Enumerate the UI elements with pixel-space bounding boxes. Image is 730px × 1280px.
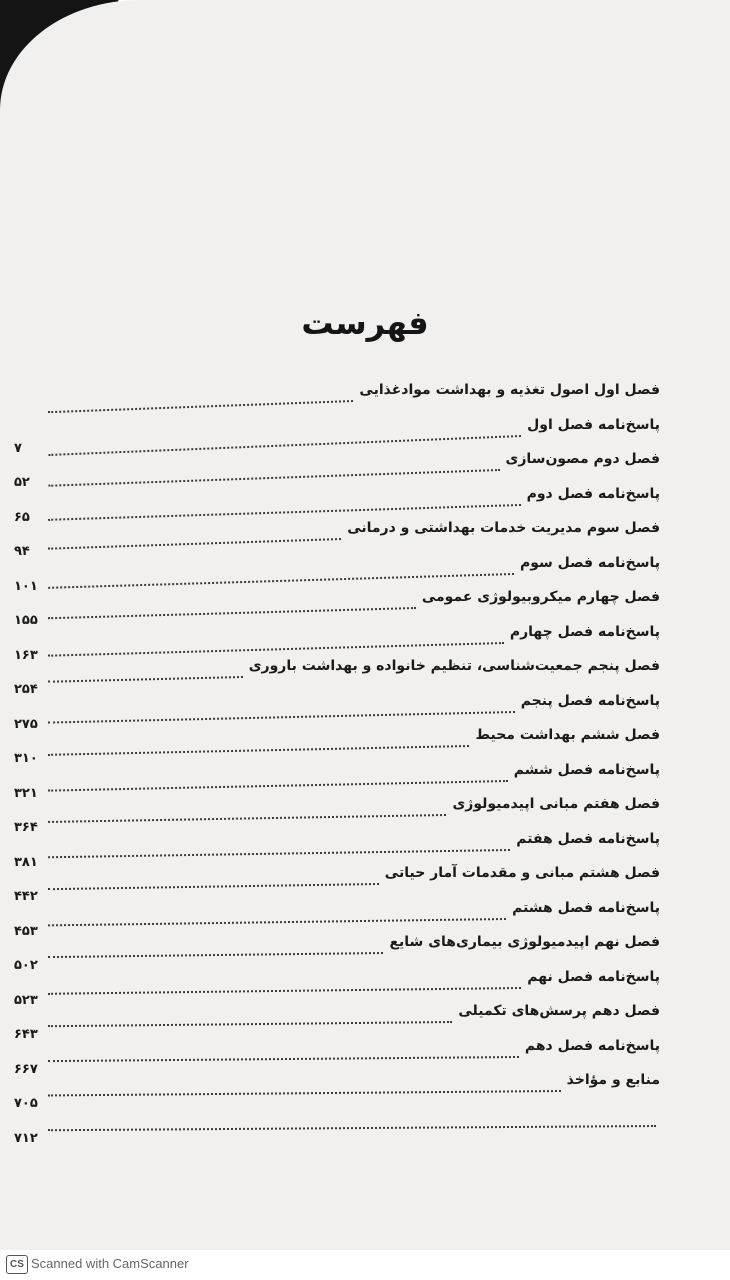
toc-entry bbox=[0, 965, 730, 1008]
toc-leader-dots bbox=[48, 1090, 561, 1096]
toc-entry-title: فصل ششم بهداشت محیط bbox=[475, 727, 660, 743]
toc-entry-title: فصل هفتم مبانی اپیدمیولوژی bbox=[452, 796, 660, 812]
toc-leader-dots bbox=[48, 1125, 656, 1131]
toc-entry-title: پاسخ‌نامه فصل دوم bbox=[526, 486, 660, 502]
toc-entry bbox=[0, 1068, 730, 1111]
toc-entry-page: ۷ bbox=[14, 441, 22, 456]
toc-leader-dots bbox=[48, 745, 469, 756]
toc-entry bbox=[0, 758, 730, 801]
toc-entry bbox=[0, 1034, 730, 1077]
toc-leader-dots bbox=[48, 1021, 452, 1027]
toc-leader-dots bbox=[48, 711, 515, 724]
toc-entry-page: ۱۶۳ bbox=[14, 648, 38, 663]
toc-entry-page: ۵۲۳ bbox=[14, 993, 38, 1008]
toc-entry bbox=[0, 723, 730, 766]
toc-entry-page: ۳۲۱ bbox=[14, 786, 38, 801]
toc-entry bbox=[0, 896, 730, 939]
toc-entry-page: ۷۰۵ bbox=[14, 1096, 38, 1111]
toc-entry-title: فصل نهم اپیدمیولوژی بیماری‌های شایع bbox=[389, 934, 660, 950]
toc-entry-title: فصل چهارم میکروبیولوژی عمومی bbox=[421, 589, 660, 605]
toc-leader-dots bbox=[48, 1056, 519, 1062]
toc-entry-title: پاسخ‌نامه فصل هفتم bbox=[516, 831, 660, 847]
toc-entry-title: پاسخ‌نامه فصل دهم bbox=[524, 1038, 660, 1054]
toc-entry-page: ۴۴۲ bbox=[14, 889, 38, 904]
toc-entry-title: پاسخ‌نامه فصل هشتم bbox=[512, 900, 660, 916]
toc-entry-page: ۲۵۴ bbox=[14, 682, 38, 697]
toc-leader-dots bbox=[48, 676, 243, 683]
toc-entry-page: ۵۲ bbox=[14, 475, 30, 490]
toc-entry bbox=[0, 447, 730, 490]
toc-entry-page: ۷۱۲ bbox=[14, 1131, 38, 1146]
toc-leader-dots bbox=[48, 987, 521, 995]
toc-entry-title: پاسخ‌نامه فصل اول bbox=[527, 417, 660, 433]
toc-leader-dots bbox=[48, 400, 353, 413]
toc-leader-dots bbox=[48, 814, 446, 823]
toc-entry bbox=[0, 861, 730, 904]
toc-entry-page: ۳۱۰ bbox=[14, 751, 38, 766]
toc-entry bbox=[0, 413, 730, 456]
toc-entry-title: فصل سوم مدیریت خدمات بهداشتی و درمانی bbox=[347, 520, 660, 536]
toc-entry-page: ۴۵۳ bbox=[14, 924, 38, 939]
camscanner-watermark-text: Scanned with CamScanner bbox=[31, 1256, 189, 1271]
toc-entry-page: ۹۴ bbox=[14, 544, 30, 559]
toc-leader-dots bbox=[48, 607, 416, 619]
toc-entry bbox=[0, 792, 730, 835]
toc-entry-title: فصل دهم پرسش‌های تکمیلی bbox=[458, 1003, 660, 1019]
page-title: فهرست bbox=[301, 304, 429, 342]
toc-entry-page: ۶۶۷ bbox=[14, 1062, 38, 1077]
toc-entry bbox=[0, 585, 730, 628]
toc-entry-page: ۵۰۲ bbox=[14, 958, 38, 973]
toc-entry-title: فصل اول اصول تغذیه و بهداشت موادغذایی bbox=[359, 382, 660, 398]
toc-leader-dots bbox=[48, 538, 341, 550]
toc-entry-page: ۲۷۵ bbox=[14, 717, 38, 732]
toc-entry-title: فصل هشتم مبانی و مقدمات آمار حیاتی bbox=[384, 865, 660, 881]
toc-entry bbox=[0, 482, 730, 525]
toc-entry-page: ۳۶۴ bbox=[14, 820, 38, 835]
toc-leader-dots bbox=[48, 883, 379, 890]
toc-entry-title: پاسخ‌نامه فصل ششم bbox=[513, 762, 660, 778]
camscanner-logo-icon: CS bbox=[6, 1255, 28, 1274]
toc-entry bbox=[0, 930, 730, 973]
toc-leader-dots bbox=[48, 918, 506, 926]
toc-entry bbox=[0, 1103, 730, 1146]
toc-entry-title: پاسخ‌نامه فصل سوم bbox=[519, 555, 660, 571]
scanner-footer bbox=[0, 1250, 730, 1280]
toc-entry-title: پاسخ‌نامه فصل چهارم bbox=[509, 624, 660, 640]
table-of-contents bbox=[0, 378, 730, 1146]
toc-entry-page: ۶۴۳ bbox=[14, 1027, 38, 1042]
toc-leader-dots bbox=[48, 952, 383, 958]
toc-entry-page: ۱۰۱ bbox=[14, 579, 38, 594]
toc-entry bbox=[0, 689, 730, 732]
toc-entry-page: ۳۸۱ bbox=[14, 855, 38, 870]
toc-entry-title: پاسخ‌نامه فصل نهم bbox=[527, 969, 660, 985]
toc-entry bbox=[0, 654, 730, 697]
toc-entry bbox=[0, 620, 730, 663]
toc-entry-title: فصل دوم مصون‌سازی bbox=[505, 451, 660, 467]
toc-entry bbox=[0, 999, 730, 1042]
toc-leader-dots bbox=[48, 780, 508, 792]
toc-entry-title: فصل پنجم جمعیت‌شناسی، تنظیم خانواده و بهداشت باروری bbox=[248, 658, 660, 674]
toc-entry bbox=[0, 827, 730, 870]
toc-entry-title: منابع و مؤاخذ bbox=[566, 1072, 660, 1088]
toc-entry-title: پاسخ‌نامه فصل پنجم bbox=[520, 693, 660, 709]
toc-entry bbox=[0, 378, 730, 412]
toc-entry bbox=[0, 516, 730, 559]
toc-entry-page: ۱۵۵ bbox=[14, 613, 38, 628]
toc-leader-dots bbox=[48, 849, 510, 858]
toc-entry bbox=[0, 551, 730, 594]
toc-entry-page: ۶۵ bbox=[14, 510, 30, 525]
